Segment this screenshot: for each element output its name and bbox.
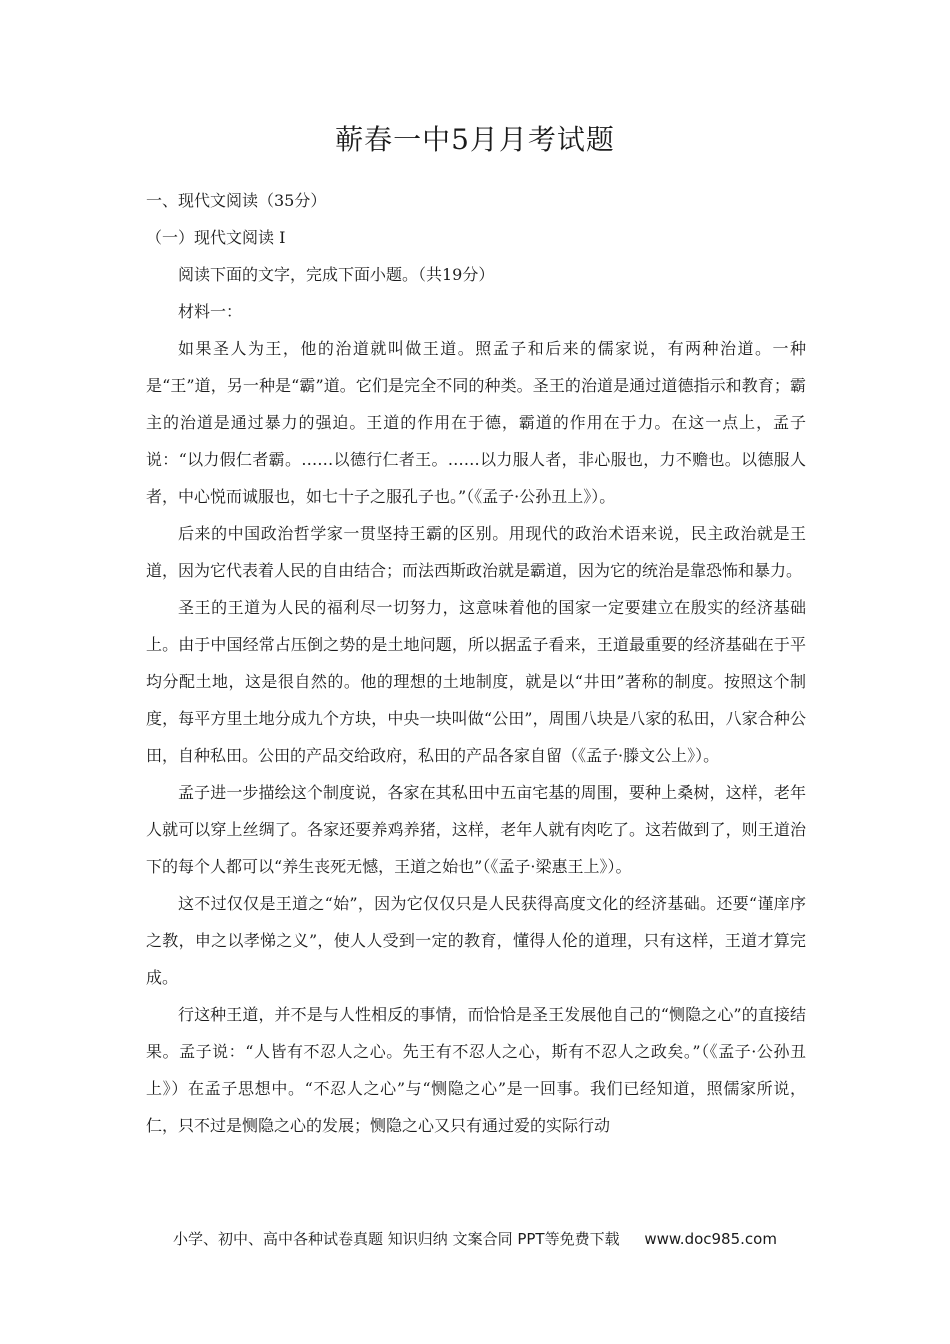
footer-site-link[interactable]: www.doc985.com bbox=[644, 1230, 777, 1248]
body-paragraph: 如果圣人为王，他的治道就叫做王道。照孟子和后来的儒家说，有两种治道。一种是“王”道，另一种是“霸”道。它们是完全不同的种类。圣王的治道是通过道德指示和教育；霸主的治道是通过暴力的强迫。王道的作用在于德，霸道的作用在于力。在这一点上，孟子说：“以力假仁者霸。……以德行仁者王。……以力服人者，非心服也，力不赡也。以德服人者，中心悦而诚服也，如七十子之服孔子也。”（《孟子·公孙丑上》）。 bbox=[146, 339, 806, 506]
document-body bbox=[146, 182, 806, 1144]
page-footer bbox=[0, 1226, 950, 1252]
body-paragraph: 圣王的王道为人民的福利尽一切努力，这意味着他的国家一定要建立在殷实的经济基础上。由于中国经常占压倒之势的是土地问题，所以据孟子看来，王道最重要的经济基础在于平均分配土地，这是很自然的。他的理想的土地制度，就是以“井田”著称的制度。按照这个制度，每平方里土地分成九个方块，中央一块叫做“公田”，周围八块是八家的私田，八家合种公田，自种私田。公田的产品交给政府，私田的产品各家自留（《孟子·滕文公上》）。 bbox=[146, 598, 806, 765]
subsection-heading: （一）现代文阅读 I bbox=[146, 228, 286, 247]
material-label: 材料一： bbox=[178, 302, 243, 321]
body-paragraph: 孟子进一步描绘这个制度说，各家在其私田中五亩宅基的周围，要种上桑树，这样，老年人就可以穿上丝绸了。各家还要养鸡养猪，这样，老年人就有肉吃了。这若做到了，则王道治下的每个人都可以“养生丧死无憾，王道之始也”（《孟子·梁惠王上》）。 bbox=[146, 783, 806, 876]
reading-instruction: 阅读下面的文字，完成下面小题。（共19分） bbox=[178, 265, 495, 284]
exam-title: 蕲春一中5月月考试题 bbox=[335, 123, 615, 156]
body-paragraph: 后来的中国政治哲学家一贯坚持王霸的区别。用现代的政治术语来说，民主政治就是王道，因为它代表着人民的自由结合；而法西斯政治就是霸道，因为它的统治是靠恐怖和暴力。 bbox=[146, 524, 806, 580]
body-paragraph: 行这种王道，并不是与人性相反的事情，而恰恰是圣王发展他自己的“恻隐之心”的直接结果。孟子说：“人皆有不忍人之心。先王有不忍人之心，斯有不忍人之政矣。”（《孟子·公孙丑上》）在孟子思想中。“不忍人之心”与“恻隐之心”是一回事。我们已经知道，照儒家所说，仁，只不过是恻隐之心的发展；恻隐之心又只有通过爱的实际行动 bbox=[146, 1005, 806, 1135]
section-heading: 一、现代文阅读（35分） bbox=[146, 191, 327, 210]
body-paragraph: 这不过仅仅是王道之“始”，因为它仅仅只是人民获得高度文化的经济基础。还要“谨庠序之教，申之以孝悌之义”，使人人受到一定的教育，懂得人伦的道理，只有这样，王道才算完成。 bbox=[146, 894, 806, 987]
footer-text: 小学、初中、高中各种试卷真题 知识归纳 文案合同 PPT等免费下载 bbox=[173, 1230, 620, 1248]
